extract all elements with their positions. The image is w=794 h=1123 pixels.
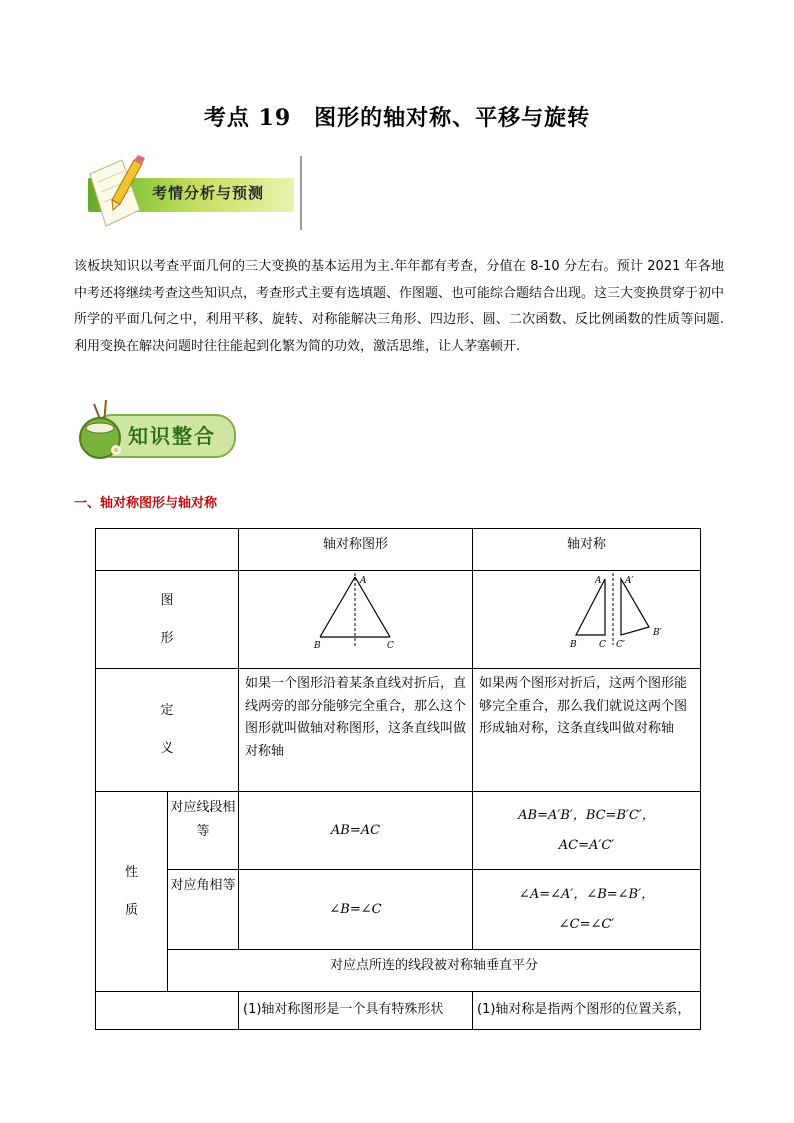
label-c-prime: C′ [616, 640, 625, 650]
figure-row [96, 571, 701, 669]
segments-symmetry-cell [473, 792, 701, 870]
isosceles-triangle-figure [239, 571, 472, 664]
table-header-row [96, 529, 701, 571]
label-c: C [387, 641, 394, 651]
property-row-angles [96, 870, 701, 950]
angles-symmetry-line2: ∠C=∠C′ [558, 916, 615, 932]
knowledge-banner-label: 知识整合 [128, 424, 216, 448]
header-axis-symmetric-figure: 轴对称图形 [239, 529, 473, 571]
section-heading: 一、轴对称图形与轴对称 [74, 496, 218, 511]
pencil-icon [82, 152, 152, 232]
corresponding-angles-label: 对应角相等 [168, 870, 239, 950]
knowledge-banner [72, 398, 234, 464]
label-a-prime: A′ [625, 576, 634, 586]
segments-symmetric-figure: AB=AC [239, 792, 473, 870]
coconut-icon [72, 398, 132, 464]
segments-symmetry-line1: AB=A′B′，BC=B′C′， [518, 807, 655, 823]
property-row-segments [96, 792, 701, 870]
remark-axis-symmetric-figure: (1)轴对称图形是一个具有特殊形状 [239, 992, 473, 1030]
divider [300, 156, 302, 230]
property-label-cell [96, 792, 168, 992]
property-row-perpendicular [96, 950, 701, 992]
analysis-banner-label: 考情分析与预测 [152, 184, 265, 202]
label-a: A [360, 576, 367, 586]
property-label-2: 质 [124, 902, 138, 918]
remark-label-cell [96, 992, 239, 1030]
property-label-1: 性 [124, 864, 138, 880]
definition-label-cell [96, 669, 239, 792]
label-a: A [595, 576, 602, 586]
figure-cell-symmetry [473, 571, 701, 669]
label-c: C [599, 640, 606, 650]
definition-label-2: 义 [160, 741, 174, 756]
remark-row [96, 992, 701, 1030]
figure-label-2: 形 [160, 630, 174, 646]
label-b: B [314, 641, 321, 651]
comparison-table [95, 528, 701, 1030]
header-axis-symmetry: 轴对称 [473, 529, 701, 571]
remark-axis-symmetry: (1)轴对称是指两个图形的位置关系， [473, 992, 701, 1030]
label-b-prime: B′ [653, 628, 662, 638]
figure-label-1: 图 [160, 592, 174, 608]
angles-symmetry-cell [473, 870, 701, 950]
analysis-banner [82, 152, 302, 232]
angles-symmetric-figure: ∠B=∠C [239, 870, 473, 950]
perpendicular-bisector-text: 对应点所连的线段被对称轴垂直平分 [168, 950, 701, 992]
label-b: B [570, 640, 577, 650]
corresponding-segments-label: 对应线段相等 [168, 792, 239, 870]
mirrored-triangles-figure [473, 571, 700, 664]
header-blank-cell [96, 529, 239, 571]
definition-row [96, 669, 701, 792]
angles-symmetry-line1: ∠A=∠A′，∠B=∠B′， [518, 886, 655, 902]
segments-symmetry-line2: AC=A′C′ [558, 837, 615, 853]
intro-paragraph: 该板块知识以考查平面几何的三大变换的基本运用为主.年年都有考查，分值在 8-10 分左右。预计 2021 年各地中考还将继续考查这些知识点，考查形式主要有选填题、作图题、也可能综合题结合出现。这三大变换贯穿于初中所学的平面几何之中，利用平移、旋转、对称能解决三角形、四边形、圆、二次函数、反比例函数的性质等问题.利用变换在解决问题时往往能起到化繁为简的功效，激活思维，让人茅塞顿开. [74, 259, 725, 354]
figure-label-cell [96, 571, 239, 669]
figure-cell-symmetric [239, 571, 473, 669]
definition-axis-symmetry: 如果两个图形对折后，这两个图形能够完全重合，那么我们就说这两个图形成轴对称，这条直线叫做对称轴 [473, 669, 701, 792]
page-title: 考点 19 图形的轴对称、平移与旋转 [203, 105, 591, 131]
definition-label-1: 定 [160, 703, 174, 718]
definition-axis-symmetric-figure: 如果一个图形沿着某条直线对折后，直线两旁的部分能够完全重合，那么这个图形就叫做轴对称图形，这条直线叫做对称轴 [239, 669, 473, 792]
